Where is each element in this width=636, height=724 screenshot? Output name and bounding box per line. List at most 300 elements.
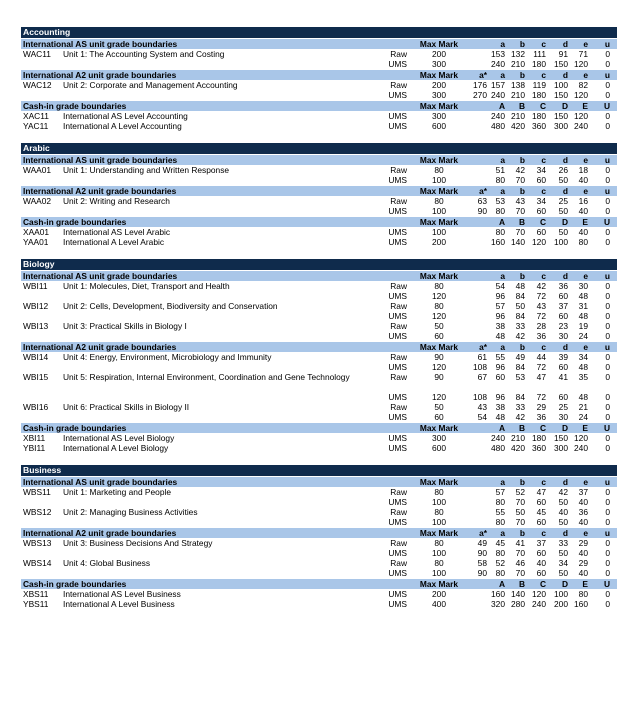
grade-header: a bbox=[500, 528, 505, 538]
grade-boundary: 420 bbox=[511, 443, 525, 453]
mark-type: Raw bbox=[390, 487, 407, 497]
grade-boundary: 53 bbox=[515, 372, 525, 382]
grade-boundary: 16 bbox=[578, 196, 588, 206]
grade-boundary: 0 bbox=[605, 49, 610, 59]
grade-boundary: 25 bbox=[558, 402, 568, 412]
grade-boundary: 63 bbox=[477, 196, 487, 206]
max-mark: 100 bbox=[432, 568, 446, 578]
max-mark: 80 bbox=[434, 558, 444, 568]
subheader-title: Cash-in grade boundaries bbox=[23, 423, 127, 433]
grade-header: e bbox=[583, 70, 588, 80]
grade-boundary: 60 bbox=[558, 311, 568, 321]
grade-boundary: 45 bbox=[495, 538, 505, 548]
grade-boundary: 90 bbox=[477, 548, 487, 558]
grade-boundary: 0 bbox=[605, 392, 610, 402]
max-mark: 60 bbox=[434, 331, 444, 341]
subject-title: Business bbox=[21, 465, 617, 476]
unit-name: Unit 4: Global Business bbox=[63, 558, 151, 568]
table-row bbox=[21, 372, 617, 392]
grade-header: c bbox=[541, 186, 546, 196]
grade-header: a* bbox=[479, 70, 487, 80]
grade-boundary: 42 bbox=[515, 165, 525, 175]
max-mark: 80 bbox=[434, 507, 444, 517]
grade-boundary: 360 bbox=[532, 121, 546, 131]
max-mark: 200 bbox=[432, 49, 446, 59]
grade-header: d bbox=[562, 39, 568, 49]
grade-boundary: 51 bbox=[495, 165, 505, 175]
grade-boundary: 42 bbox=[515, 331, 525, 341]
grade-header: d bbox=[562, 186, 568, 196]
grade-header: A bbox=[498, 579, 505, 589]
grade-boundary: 80 bbox=[495, 497, 505, 507]
grade-boundary: 84 bbox=[515, 362, 525, 372]
subheader-row bbox=[21, 270, 617, 281]
mark-type: Raw bbox=[390, 507, 407, 517]
grade-header: b bbox=[519, 342, 525, 352]
grade-boundary: 38 bbox=[495, 402, 505, 412]
grade-boundary: 210 bbox=[511, 433, 525, 443]
subheader-title: International A2 unit grade boundaries bbox=[23, 186, 177, 196]
mark-type: UMS bbox=[388, 291, 407, 301]
subheader-row bbox=[21, 69, 617, 80]
grade-boundary: 50 bbox=[558, 497, 568, 507]
subheader-title: International A2 unit grade boundaries bbox=[23, 342, 177, 352]
max-mark: 200 bbox=[432, 237, 446, 247]
grade-boundary: 37 bbox=[536, 538, 546, 548]
table-row bbox=[21, 80, 617, 90]
max-mark: 600 bbox=[432, 443, 446, 453]
grade-boundary: 96 bbox=[495, 311, 505, 321]
qualification-code: YAC11 bbox=[23, 121, 49, 131]
unit-code: WBI15 bbox=[23, 372, 49, 382]
grade-boundary: 70 bbox=[515, 227, 525, 237]
max-mark: 100 bbox=[432, 206, 446, 216]
max-mark: 80 bbox=[434, 281, 444, 291]
grade-boundary: 39 bbox=[558, 352, 568, 362]
grade-header: E bbox=[582, 217, 588, 227]
grade-boundary: 67 bbox=[477, 372, 487, 382]
grade-boundary: 0 bbox=[605, 402, 610, 412]
grade-boundary: 240 bbox=[491, 90, 505, 100]
mark-type: Raw bbox=[390, 80, 407, 90]
grade-boundary: 0 bbox=[605, 412, 610, 422]
max-mark: 80 bbox=[434, 538, 444, 548]
grade-boundary: 150 bbox=[554, 59, 568, 69]
grade-boundary: 120 bbox=[574, 59, 588, 69]
grade-boundary: 210 bbox=[511, 111, 525, 121]
grade-boundary: 37 bbox=[578, 487, 588, 497]
qualification-code: XBS11 bbox=[23, 589, 49, 599]
subheader-title: International A2 unit grade boundaries bbox=[23, 70, 177, 80]
grade-boundary: 47 bbox=[536, 372, 546, 382]
grade-header: E bbox=[582, 579, 588, 589]
grade-header: d bbox=[562, 155, 568, 165]
grade-boundary: 100 bbox=[554, 589, 568, 599]
grade-boundary: 160 bbox=[491, 589, 505, 599]
grade-boundary: 36 bbox=[578, 507, 588, 517]
grade-boundary: 72 bbox=[536, 362, 546, 372]
grade-boundary: 30 bbox=[578, 281, 588, 291]
max-mark: 300 bbox=[432, 433, 446, 443]
grade-header: c bbox=[541, 477, 546, 487]
grade-boundary: 52 bbox=[515, 487, 525, 497]
grade-header: a bbox=[500, 70, 505, 80]
grade-header: a* bbox=[479, 528, 487, 538]
subheader-title: Cash-in grade boundaries bbox=[23, 217, 127, 227]
grade-boundary: 48 bbox=[495, 331, 505, 341]
grade-header: D bbox=[561, 101, 568, 111]
grade-boundary: 40 bbox=[578, 548, 588, 558]
grade-boundary: 100 bbox=[554, 80, 568, 90]
grade-boundary: 0 bbox=[605, 59, 610, 69]
grade-boundary: 40 bbox=[578, 175, 588, 185]
cash-in-row bbox=[21, 433, 617, 443]
subheader-row bbox=[21, 38, 617, 49]
grade-boundary: 61 bbox=[477, 352, 487, 362]
mark-type: Raw bbox=[390, 538, 407, 548]
grade-boundary: 41 bbox=[558, 372, 568, 382]
grade-boundary: 34 bbox=[578, 352, 588, 362]
grade-boundary: 50 bbox=[558, 227, 568, 237]
table-row bbox=[21, 281, 617, 291]
unit-code: WBI13 bbox=[23, 321, 49, 331]
unit-name: Unit 3: Business Decisions And Strategy bbox=[63, 538, 213, 548]
grade-boundary: 120 bbox=[574, 111, 588, 121]
grade-boundary: 43 bbox=[536, 301, 546, 311]
grade-boundary: 40 bbox=[578, 227, 588, 237]
grade-boundary: 60 bbox=[536, 175, 546, 185]
mark-type: UMS bbox=[388, 59, 407, 69]
max-mark: 60 bbox=[434, 412, 444, 422]
grade-header: A bbox=[498, 101, 505, 111]
mark-type: UMS bbox=[388, 433, 407, 443]
grade-boundary: 72 bbox=[536, 311, 546, 321]
grade-boundary: 200 bbox=[554, 599, 568, 609]
grade-boundary: 57 bbox=[495, 301, 505, 311]
max-mark: 100 bbox=[432, 517, 446, 527]
qualification-code: XBI11 bbox=[23, 433, 46, 443]
grade-header: u bbox=[604, 70, 610, 80]
subheader-title: International AS unit grade boundaries bbox=[23, 39, 178, 49]
qualification-name: International A Level Biology bbox=[63, 443, 169, 453]
mark-type: UMS bbox=[388, 237, 407, 247]
grade-boundary: 320 bbox=[491, 599, 505, 609]
grade-boundary: 40 bbox=[558, 507, 568, 517]
grade-header: D bbox=[561, 423, 568, 433]
mark-type: UMS bbox=[388, 331, 407, 341]
grade-boundary: 0 bbox=[605, 90, 610, 100]
qualification-name: International A Level Arabic bbox=[63, 237, 165, 247]
grade-boundary: 48 bbox=[578, 311, 588, 321]
unit-name: Unit 2: Writing and Research bbox=[63, 196, 170, 206]
mark-type: Raw bbox=[390, 352, 407, 362]
grade-boundary: 34 bbox=[536, 165, 546, 175]
max-mark-header: Max Mark bbox=[419, 528, 459, 538]
grade-boundary: 0 bbox=[605, 165, 610, 175]
unit-name: Unit 3: Practical Skills in Biology I bbox=[63, 321, 187, 331]
grade-boundary: 40 bbox=[536, 558, 546, 568]
grade-boundary: 54 bbox=[495, 281, 505, 291]
grade-header: b bbox=[519, 477, 525, 487]
grade-boundary: 35 bbox=[578, 372, 588, 382]
grade-boundary: 42 bbox=[515, 412, 525, 422]
mark-type: UMS bbox=[388, 227, 407, 237]
grade-boundary: 0 bbox=[605, 291, 610, 301]
grade-header: d bbox=[562, 528, 568, 538]
grade-boundary: 120 bbox=[532, 237, 546, 247]
grade-boundary: 0 bbox=[605, 281, 610, 291]
grade-boundary: 180 bbox=[532, 90, 546, 100]
unit-name: Unit 1: Understanding and Written Response bbox=[63, 165, 230, 175]
max-mark-header: Max Mark bbox=[419, 342, 459, 352]
grade-header: U bbox=[603, 423, 610, 433]
grade-boundary: 50 bbox=[558, 175, 568, 185]
grade-boundary: 26 bbox=[558, 165, 568, 175]
grade-boundary: 53 bbox=[495, 196, 505, 206]
subheader-row bbox=[21, 476, 617, 487]
qualification-code: XAA01 bbox=[23, 227, 50, 237]
grade-boundary: 0 bbox=[605, 599, 610, 609]
grade-boundary: 0 bbox=[605, 206, 610, 216]
grade-boundary: 90 bbox=[477, 568, 487, 578]
max-mark: 100 bbox=[432, 175, 446, 185]
max-mark: 50 bbox=[434, 321, 444, 331]
grade-boundary: 50 bbox=[558, 206, 568, 216]
mark-type: Raw bbox=[390, 196, 407, 206]
grade-boundary: 80 bbox=[495, 206, 505, 216]
max-mark: 80 bbox=[434, 487, 444, 497]
grade-boundary: 55 bbox=[495, 507, 505, 517]
table-row bbox=[21, 548, 617, 558]
mark-type: UMS bbox=[388, 311, 407, 321]
grade-header: a bbox=[500, 477, 505, 487]
grade-boundary: 150 bbox=[554, 90, 568, 100]
grade-boundary: 80 bbox=[495, 548, 505, 558]
grade-boundary: 57 bbox=[495, 487, 505, 497]
grade-boundary: 210 bbox=[511, 90, 525, 100]
grade-header: C bbox=[539, 423, 546, 433]
unit-name: Unit 5: Respiration, Internal Environment, Coordination and Gene Technology bbox=[63, 372, 350, 382]
qualification-name: International AS Level Business bbox=[63, 589, 181, 599]
grade-boundary: 132 bbox=[511, 49, 525, 59]
grade-boundary: 36 bbox=[558, 281, 568, 291]
qualification-code: XAC11 bbox=[23, 111, 49, 121]
subheader-row bbox=[21, 185, 617, 196]
grade-boundary: 36 bbox=[536, 331, 546, 341]
grade-boundary: 40 bbox=[578, 497, 588, 507]
subheader-title: International AS unit grade boundaries bbox=[23, 155, 178, 165]
grade-boundary: 140 bbox=[511, 237, 525, 247]
grade-boundary: 160 bbox=[491, 237, 505, 247]
grade-boundary: 120 bbox=[532, 589, 546, 599]
table-row bbox=[21, 206, 617, 216]
grade-boundary: 96 bbox=[495, 291, 505, 301]
grade-boundary: 153 bbox=[491, 49, 505, 59]
subheader-title: Cash-in grade boundaries bbox=[23, 579, 127, 589]
grade-boundary: 0 bbox=[605, 538, 610, 548]
grade-header: b bbox=[519, 39, 525, 49]
subheader-row bbox=[21, 341, 617, 352]
subject-title: Accounting bbox=[21, 27, 617, 38]
unit-code: WBI11 bbox=[23, 281, 48, 291]
grade-boundary: 96 bbox=[495, 362, 505, 372]
grade-boundary: 0 bbox=[605, 548, 610, 558]
grade-boundary: 0 bbox=[605, 80, 610, 90]
grade-boundary: 33 bbox=[515, 402, 525, 412]
grade-boundary: 28 bbox=[536, 321, 546, 331]
table-row bbox=[21, 352, 617, 362]
mark-type: UMS bbox=[388, 392, 407, 402]
table-row bbox=[21, 402, 617, 412]
table-row bbox=[21, 175, 617, 185]
mark-type: Raw bbox=[390, 402, 407, 412]
grade-header: B bbox=[518, 101, 525, 111]
table-row bbox=[21, 412, 617, 422]
grade-boundary: 0 bbox=[605, 227, 610, 237]
unit-code: WBS13 bbox=[23, 538, 52, 548]
grade-boundary: 42 bbox=[558, 487, 568, 497]
grade-boundary: 50 bbox=[558, 517, 568, 527]
max-mark-header: Max Mark bbox=[419, 477, 459, 487]
grade-boundary: 210 bbox=[511, 59, 525, 69]
unit-name: Unit 2: Corporate and Management Accounting bbox=[63, 80, 238, 90]
grade-header: d bbox=[562, 477, 568, 487]
grade-boundary: 119 bbox=[532, 80, 546, 90]
grade-boundary: 52 bbox=[495, 558, 505, 568]
subheader-title: International AS unit grade boundaries bbox=[23, 271, 178, 281]
grade-boundary: 50 bbox=[558, 568, 568, 578]
grade-boundary: 18 bbox=[578, 165, 588, 175]
max-mark: 200 bbox=[432, 80, 446, 90]
grade-boundary: 240 bbox=[532, 599, 546, 609]
grade-boundary: 270 bbox=[473, 90, 487, 100]
grade-boundary: 24 bbox=[578, 331, 588, 341]
max-mark: 100 bbox=[432, 227, 446, 237]
grade-header: a bbox=[500, 342, 505, 352]
cash-in-row bbox=[21, 121, 617, 131]
grade-header: d bbox=[562, 342, 568, 352]
grade-header: d bbox=[562, 271, 568, 281]
grade-boundary: 80 bbox=[495, 227, 505, 237]
grade-header: c bbox=[541, 70, 546, 80]
max-mark-header: Max Mark bbox=[419, 70, 459, 80]
unit-code: WBS14 bbox=[23, 558, 52, 568]
grade-boundary: 0 bbox=[605, 507, 610, 517]
grade-boundaries-document bbox=[21, 27, 617, 621]
grade-boundary: 120 bbox=[574, 433, 588, 443]
cash-in-row bbox=[21, 237, 617, 247]
max-mark: 120 bbox=[432, 291, 446, 301]
grade-header: e bbox=[583, 528, 588, 538]
max-mark-header: Max Mark bbox=[419, 217, 459, 227]
grade-boundary: 80 bbox=[495, 517, 505, 527]
table-row bbox=[21, 291, 617, 301]
grade-boundary: 80 bbox=[578, 589, 588, 599]
subheader-row bbox=[21, 527, 617, 538]
grade-boundary: 42 bbox=[536, 281, 546, 291]
grade-boundary: 0 bbox=[605, 443, 610, 453]
grade-header: E bbox=[582, 101, 588, 111]
subject-section bbox=[21, 465, 617, 609]
grade-boundary: 34 bbox=[536, 196, 546, 206]
grade-boundary: 180 bbox=[532, 59, 546, 69]
grade-boundary: 70 bbox=[515, 175, 525, 185]
grade-boundary: 0 bbox=[605, 362, 610, 372]
grade-boundary: 24 bbox=[578, 412, 588, 422]
grade-header: B bbox=[518, 423, 525, 433]
grade-boundary: 37 bbox=[558, 301, 568, 311]
grade-header: b bbox=[519, 528, 525, 538]
grade-boundary: 160 bbox=[574, 599, 588, 609]
unit-name: Unit 1: The Accounting System and Costing bbox=[63, 49, 225, 59]
grade-boundary: 82 bbox=[578, 80, 588, 90]
max-mark: 120 bbox=[432, 392, 446, 402]
table-row bbox=[21, 331, 617, 341]
grade-boundary: 40 bbox=[578, 206, 588, 216]
unit-name: Unit 2: Cells, Development, Biodiversity and Conservation bbox=[63, 301, 278, 311]
max-mark-header: Max Mark bbox=[419, 186, 459, 196]
grade-header: b bbox=[519, 186, 525, 196]
grade-boundary: 72 bbox=[536, 392, 546, 402]
unit-code: WBI12 bbox=[23, 301, 49, 311]
subheader-title: International AS unit grade boundaries bbox=[23, 477, 178, 487]
mark-type: UMS bbox=[388, 175, 407, 185]
cash-in-row bbox=[21, 227, 617, 237]
grade-boundary: 80 bbox=[495, 175, 505, 185]
grade-boundary: 60 bbox=[558, 392, 568, 402]
subheader-row bbox=[21, 154, 617, 165]
max-mark: 300 bbox=[432, 111, 446, 121]
max-mark: 90 bbox=[434, 372, 444, 382]
grade-boundary: 60 bbox=[536, 497, 546, 507]
grade-boundary: 29 bbox=[536, 402, 546, 412]
grade-boundary: 60 bbox=[536, 548, 546, 558]
mark-type: Raw bbox=[390, 558, 407, 568]
qualification-name: International AS Level Accounting bbox=[63, 111, 188, 121]
grade-header: U bbox=[603, 217, 610, 227]
grade-header: d bbox=[562, 70, 568, 80]
grade-boundary: 60 bbox=[558, 362, 568, 372]
grade-header: a bbox=[500, 39, 505, 49]
table-row bbox=[21, 507, 617, 517]
max-mark: 120 bbox=[432, 362, 446, 372]
table-row bbox=[21, 196, 617, 206]
grade-boundary: 60 bbox=[536, 517, 546, 527]
max-mark: 100 bbox=[432, 548, 446, 558]
mark-type: Raw bbox=[390, 49, 407, 59]
subject-section bbox=[21, 143, 617, 247]
grade-boundary: 60 bbox=[536, 227, 546, 237]
mark-type: UMS bbox=[388, 111, 407, 121]
grade-boundary: 33 bbox=[558, 538, 568, 548]
grade-header: e bbox=[583, 342, 588, 352]
unit-code: WBI14 bbox=[23, 352, 49, 362]
grade-boundary: 48 bbox=[495, 412, 505, 422]
subject-title: Arabic bbox=[21, 143, 617, 154]
grade-header: b bbox=[519, 155, 525, 165]
grade-boundary: 30 bbox=[558, 412, 568, 422]
grade-header: c bbox=[541, 342, 546, 352]
grade-header: a bbox=[500, 186, 505, 196]
grade-header: a* bbox=[479, 342, 487, 352]
table-row bbox=[21, 311, 617, 321]
unit-name: Unit 4: Energy, Environment, Microbiology and Immunity bbox=[63, 352, 272, 362]
grade-boundary: 55 bbox=[495, 352, 505, 362]
grade-header: D bbox=[561, 217, 568, 227]
grade-boundary: 46 bbox=[515, 558, 525, 568]
subheader-title: International A2 unit grade boundaries bbox=[23, 528, 177, 538]
grade-boundary: 58 bbox=[477, 558, 487, 568]
